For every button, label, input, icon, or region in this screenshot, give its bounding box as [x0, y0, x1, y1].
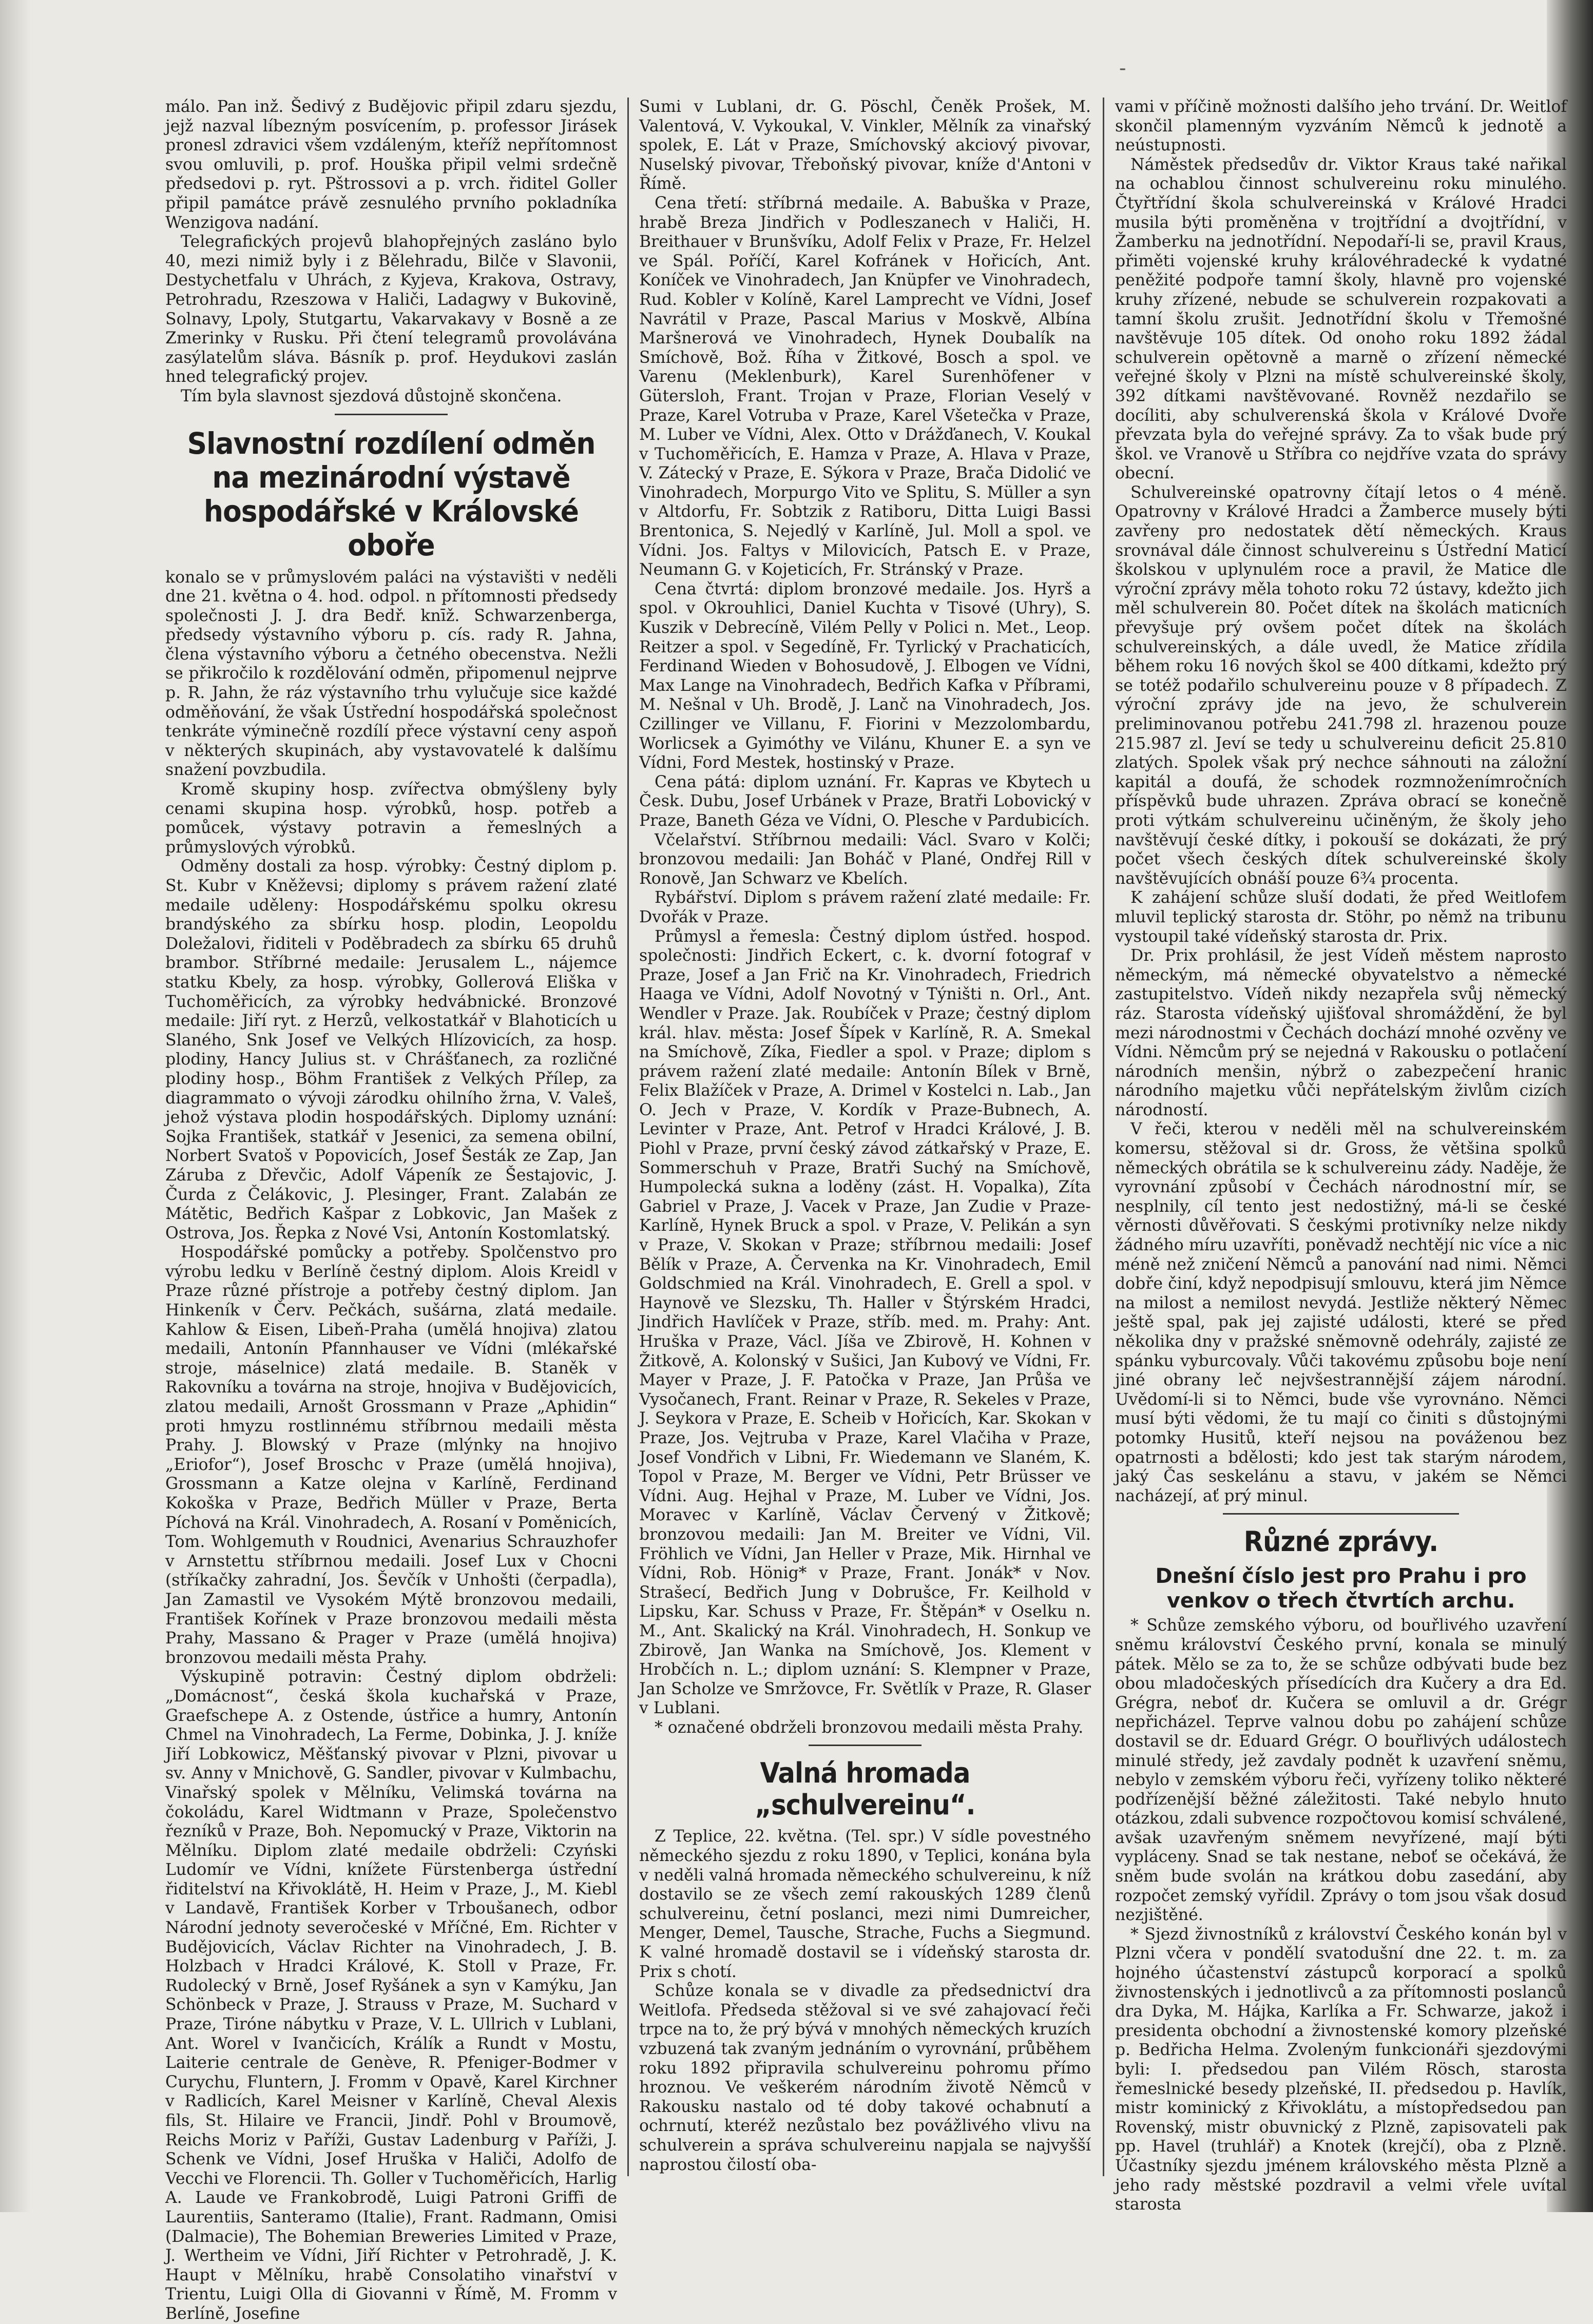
article-headline: Valná hromada „schulvereinu“.: [755, 1757, 975, 1822]
article-paragraph: * Schůze zemského výboru, od bouřlivého uzavření sněmu království Českého první, konala se minulý pátek. Mělo se za to, že se schůze odbývati bude bez obou mladočeských přísedících dra Kučery a dra Ed. Grégra, neboť dr. Kučera se omluvil a dr. Grégr nepřicházel. Teprve valnou dobu po zahájení schůze dostavil se dr. Eduard Grégr. O bouřlivých událostech minulé středy, jež zavdaly podnět k uzavření sněmu, nebylo v zemském výboru řeči, vyřízeny toliko některé podřízenější běžné záležitosti. Také nebylo hnuto otázkou, zdali subvence rozpočtovou komisí schválené, avšak uzavřeným sněmem nevyřízené, mají býti vypláceny. Snad se tak nestane, neboť se očekává, že sněm bude svolán na krátkou dobu zasedání, aby rozpočet zemský vyřídil. Zprávy o tom jsou však dosud nezjištěné.: [1115, 1616, 1567, 1925]
page-number: -: [1119, 56, 1126, 80]
article-paragraph: Kromě skupiny hosp. zvířectva obmýšleny byly cenami skupina hosp. výrobků, hosp. potřeb a pomůcek, výstavy potravin a řemeslných a průmyslových výrobků.: [165, 780, 617, 857]
article-paragraph: Průmysl a řemesla: Čestný diplom ústřed. hospod. společnosti: Jindřich Eckert, c. k. dvorní fotograf v Praze, Josef a Jan Frič na Kr. Vinohradech, Friedrich Haaga ve Vídni, Adolf Novotný v Týništi n. Orl., Ant. Wendler v Praze. Jak. Roubíček v Praze; čestný diplom král. hlav. města: Josef Šípek v Karlíně, R. A. Smekal na Smíchově, Zíka, Fiedler a spol. v Praze; diplom s právem ražení zlaté medaile: Antonín Bílek v Brně, Felix Blažíček v Praze, A. Drimel v Kostelci n. Lab., Jan O. Jech v Praze, V. Kordík v Praze-Bubnech, A. Levinter v Praze, Ant. Petrof v Hradci Králové, J. B. Piohl v Praze, první český závod zátkařský v Praze, E. Sommerschuh v Praze, Bratři Suchý na Smíchově, Humpolecká sukna a loděny (zást. H. Vopalka), Zíta Gabriel v Praze, J. Vacek v Praze, Jan Zudie v Praze-Karlíně, Hynek Bruck a spol. v Praze, V. Pelikán a syn v Praze, V. Skokan v Praze; stříbrnou medaili: Josef Bělík v Praze, A. Červenka na Kr. Vinohradech, Emil Goldschmied na Král. Vinohradech, E. Grell a spol. v Haynově ve Slezsku, Th. Haller v Štýrském Hradci, Jindřich Havlíček v Praze, stříb. med. m. Prahy: Ant. Hruška v Praze, Václ. Jíša ve Zbirově, H. Kohnen v Žitkově, A. Kolonský v Sušici, Jan Kubový ve Vídni, Fr. Mayer v Praze, J. F. Patočka v Praze, Jan Průša ve Vysočanech, Frant. Reinar v Praze, R. Sekeles v Praze, J. Seykora v Praze, E. Scheib v Hořicích, Kar. Skokan v Praze, Jos. Vejtruba v Praze, Karel Vlačiha v Praze, Josef Vondřich v Libni, Fr. Wiedemann ve Slaném, K. Topol v Praze, M. Berger ve Vídni, Petr Brüsser ve Vídni. Aug. Hejhal v Praze, M. Luber ve Vídni, Jos. Moravec v Karlíně, Václav Červený v Žitkově; bronzovou medaili: Jan M. Breiter ve Vídni, Vil. Fröhlich ve Vídni, Jan Heller v Praze, Mik. Hirnhal ve Vídni, Rob. Hönig* v Praze, Frant. Jonák* v Nov. Strašecí, Bedřich Jung v Dobrušce, Fr. Keilhold v Lipsku, Kar. Schuss v Praze, Fr. Štěpán* v Oselku n. M., Ant. Skalický na Král. Vinohradech, H. Sonkup ve Zbirově, Jan Wanka na Smíchově, Jos. Klement v Hrobčích n. L.; diplom uznání: S. Klempner v Praze, Jan Scholze ve Smržovce, Fr. Světlík v Praze, R. Glaser v Lublani.: [639, 927, 1091, 1718]
article-paragraph: Cena čtvrtá: diplom bronzové medaile. Jos. Hyrš a spol. v Okrouhlici, Daniel Kuchta v Tisové (Uhry), S. Kuszik v Debrecíně, Vilém Pelly v Polici n. Met., Leop. Reitzer a spol. v Segedíně, Fr. Tyrlický v Prachaticích, Ferdinand Wieden v Bohosudově, J. Elbogen ve Vídni, Max Lange na Vinohradech, Bedřich Kafka v Příbrami, M. Nešnal v Uh. Brodě, J. Lanč na Vinohradech, Jos. Czillinger ve Villanu, F. Fiorini v Mezzolombardu, Worlicsek a Gyimóthy ve Vilánu, Khuner E. a syn ve Vídni, Ford Mestek, hostinský v Praze.: [639, 579, 1091, 772]
article-paragraph: Rybářství. Diplom s právem ražení zlaté medaile: Fr. Dvořák v Praze.: [639, 888, 1091, 926]
column-rule-right: [1103, 98, 1104, 2176]
article-paragraph: Odměny dostali za hosp. výrobky: Čestný diplom p. St. Kubr v Kněževsi; diplomy s právem ražení zlaté medaile uděleny: Hospodářskému spolku okresu brandýského za sbírku hosp. plodin, Leopoldu Doležalovi, řiditeli v Poděbradech za sbírku 65 druhů brambor. Stříbrné medaile: Jerusalem L., nájemce statku Kbely, za hosp. výrobky, Gollerová Eliška v Tuchoměřicích, za výrobky hedvábnické. Bronzové medaile: Jiří ryt. z Herzů, velkostatkář v Blahoticích u Slaného, Snk Josef ve Velkých Hlízovicích, za hosp. plodiny, Hancy Julius st. v Chrášťanech, za rozličné plodiny hosp., Böhm František z Velkých Přílep, za diagrammato o vývoji zárodku ohilního žrna, V. Valeš, jehož výstava plodin hospodářských. Diplomy uznání: Sojka František, statkář v Jesenici, za semena obilní, Norbert Svatoš v Popovicích, Josef Šesták ze Zap, Jan Záruba z Dřevčic, Adolf Vápeník ze Šestajovic, J. Čurda z Čelákovic, J. Plesinger, Frant. Zalabán ze Mátětic, Bedřich Kašpar z Lobkovic, Jan Mašek z Ostrova, Jos. Řepka z Nové Vsi, Antonín Kostomlatský.: [165, 857, 617, 1243]
article-paragraph: Cena třetí: stříbrná medaile. A. Babuška v Praze, hrabě Breza Jindřich v Podleszanech v Haliči, H. Breithauer v Brunšvíku, Adolf Felix v Praze, Fr. Helzel ve Spál. Poříčí, Karel Kofránek v Hořicích, Ant. Koníček ve Vinohradech, Jan Knüpfer ve Vinohradech, Rud. Kobler v Kolíně, Karel Lamprecht ve Vídni, Josef Navrátil v Praze, Pascal Marius v Moskvě, Albína Maršnerová ve Vinohradech, Hynek Doubalík na Smíchově, Bož. Říha v Žitkové, Bosch a spol. ve Varenu (Meklenburk), Karel Surenhöfener v Gütersloh, Frant. Trojan v Praze, Florian Veselý v Praze, Karel Votruba v Praze, Karel Všetečka v Praze, M. Luber ve Vídni, Alex. Otto v Drážďanech, V. Koukal v Tuchoměřicích, E. Hamza v Praze, A. Hlava v Praze, V. Zátecký v Praze, E. Sýkora v Praze, Brača Didolić ve Vinohradech, Morpurgo Vito ve Splitu, S. Müller a syn v Altdorfu, Fr. Sobtzik z Ratiboru, Ditta Luigi Bassi Brentonica, S. Nejedlý v Karlíně, Jul. Moll a spol. ve Vídni. Jos. Faltys v Milovicích, Patsch E. v Praze, Neumann G. v Kojeticích, Fr. Stránský v Praze.: [639, 193, 1091, 579]
section-divider: [809, 1745, 922, 1746]
article-paragraph: Náměstek předsedův dr. Viktor Kraus také nařikal na ochablou činnost schulvereinu roku minulého. Čtyřtřídní škola schulvereinská v Králové Hradci musila býti proměněna v trojtřídní a dvojtřídní, v Žamberku na jednotřídní. Nepodaří-li se, pravil Kraus, přiměti vojenské kruhy královéhradecké k vydatné peněžité podpoře tamní školy, hlavně pro vojenské kruhy zřízené, nebude se schulverein rozpakovati a tamní školu zrušit. Jednotřídní školu v Třemošné navštěvuje 105 dítek. Od onoho roku 1892 žádal schulverein opětovně a marně o zřízení německé veřejné školy v Plzni na místě schulvereinské školy, 392 dítkami navštěvované. Rovněž nezdařilo se docíliti, aby schulverenská škola v Králové Dvoře převzata byla do veřejné správy. Za to však bude prý škol. ve Vranově u Stříbra co nejdříve vzata do správy obecní.: [1115, 155, 1567, 483]
article-paragraph: Tím byla slavnost sjezdová důstojně skončena.: [181, 386, 562, 405]
article-paragraph: Schůze konala se v divadle za předsednictví dra Weitlofa. Předseda stěžoval si ve své zahajovací řeči trpce na to, že prý bývá v mnohých německých kruzích vzbuzená tak zvaným jednáním o vyrovnání, průběhem roku 1892 připravila schulvereinu pohromu přímo hroznou. Ve veškerém národním životě Němců v Rakousku nastalo od té doby takové ochabnutí a ochrnutí, kteréž nezůstalo bez povážlivého vlivu na schulverein a správa schulvereinu napjala se najvyšší naprostou čilostí oba-: [639, 1982, 1091, 2174]
column-3: [1115, 98, 1567, 2214]
article-paragraph: Z Teplice, 22. května. (Tel. spr.) V sídle povestného německého sjezdu z roku 1890, v Teplici, konána byla v neděli valná hromada německého schulvereinu, k níž dostavilo se ze všech zemí rakouských 1289 členů schulvereinu, četní poslanci, mezi nimi Dumreicher, Menger, Demel, Tausche, Strache, Fuchs a Siegmund. K valné hromadě dostavil se i vídeňský starosta dr. Prix s chotí.: [639, 1827, 1091, 1981]
article-paragraph: Telegrafických projevů blahopřejných zasláno bylo 40, mezi nimiž byly i z Bělehradu, Bilče v Slavonii, Destychetfalu v Uhrách, z Kyjeva, Krakova, Ostravy, Petrohradu, Rzeszowa v Haliči, Ladagwy v Bukovině, Solnavy, Lpoly, Stutgartu, Vakarvakavy v Bosně a ze Zmerinky v Rusku. Při čtení telegramů provolávána zasýlatelům sláva. Básník p. prof. Heydukovi zaslán hned telegrafický projev.: [165, 233, 617, 386]
article-paragraph: Cena pátá: diplom uznání. Fr. Kapras ve Kbytech u Česk. Dubu, Josef Urbánek v Praze, Bratři Lobovický v Praze, Baneth Géza ve Vídni, O. Plesche v Pardubicích.: [639, 772, 1091, 830]
column-rule-left: [627, 98, 629, 2176]
article-paragraph: Výskupině potravin: Čestný diplom obdrželi: „Domácnost“, česká škola kuchařská v Praze, Graefschepe A. z Ostende, ústřice a humry, Antonín Chmel na Vinohradech, La Ferme, Dobinka, J. J. kníže Jiří Lobkowicz, Měšťanský pivovar v Plzni, pivovar u sv. Anny v Mnichově, G. Sandler, pivovar v Kulmbachu, Vinařský spolek v Mělníku, Velimská továrna na čokoládu, Karel Widtmann v Praze, Společenstvo řezníků v Praze, Boh. Nepomucký v Praze, Viktorin na Mělníku. Diplom zlaté medaile obdrželi: Czyński Ludomír ve Vídni, knížete Fürstenberga ústřední řiditelství na Křivoklátě, H. Heim v Praze, J., M. Kiebl v Landavě, František Korber v Trboušanech, odbor Národní jednoty severočeské v Mříčné, Em. Richter v Budějovicích, Václav Richter na Vinohradech, J. B. Holzbach v Hradci Králové, K. Stoll v Praze, Fr. Rudolecký v Brně, Josef Ryšánek a syn v Kamýku, Jan Schönbeck v Praze, J. Strauss v Praze, M. Suchard v Praze, Tiróne nábytku v Praze, V. L. Ullrich v Lublani, Ant. Worel v Ivančicích, Králík a Rundt v Mostu, Laiterie centrale de Genève, R. Pfeniger-Bodmer v Curychu, Fluntern, J. Fromm v Opavě, Karel Kirchner v Radlicích, Karel Meisner v Karlíně, Cheval Alexis fils, St. Hilaire ve Francii, Jindř. Pohl v Broumově, Reichs Moriz v Paříži, Gustav Ladenburg v Paříži, J. Schenk ve Vídni, Josef Hruška v Haliči, Adolfo de Vecchi ve Florencii. Th. Goller v Tuchoměřicích, Harlig A. Laude ve Frankobrodě, Luigi Patroni Griffi de Laurentiis, Santeramo (Italie), Frant. Radmann, Omisi (Dalmacie), The Bohemian Breweries Limited v Praze, J. Wertheim ve Vídni, Jiří Richter v Petrohradě, J. K. Haupt v Mělníku, hrabě Consolatiho vinařství v Trientu, Luigi Olla di Giovanni v Římě, M. Fromm v Berlíně, Josefine: [165, 1668, 617, 2323]
article-paragraph: Schulvereinské opatrovny čítají letos o 4 méně. Opatrovny v Králové Hradci a Žamberce musely býti zavřeny pro nedostatek dětí německých. Kraus srovnával dále činnost schulvereinu s Ústřední Maticí školskou v uplynulém roce a pravil, že Matice dle výroční zprávy měla tohoto roku 72 ústavy, kdežto jich měl schulverein 80. Počet dítek na školách maticních převyšuje prý ovšem počet dítek na školách schulvereinských, a dále uvedl, že Matice zřídila během roku 16 nových škol se 400 dítkami, kdežto prý se totéž podařilo schulvereinu pouze v 8 případech. Z výroční zprávy jde na jevo, že schulverein preliminovanou potřebu 241.798 zl. hrazenou pouze 215.987 zl. Jeví se tedy u schulvereinu deficit 25.810 zlatých. Spolek však prý nechce sáhnouti na záložní kapitál a doufá, že schodek rozmnoženímročních příspěvků bude uhrazen. Zpráva obrací se konečně proti výtkám schulvereinu učiněným, že školy jeho navštěvují české dítky, i pokouší se dokázati, že prý počet všech českých dítek schulvereinské školy navštěvujících obnáší pouze 6¾ procenta.: [1115, 483, 1567, 888]
column-1: [165, 98, 617, 2323]
article-footnote: * označené obdrželi bronzovou medaili města Prahy.: [655, 1718, 1084, 1737]
section-headline: Různé zprávy.: [1243, 1525, 1438, 1558]
article-paragraph: * Sjezd živnostníků z království Českého konán byl v Plzni včera v pondělí svatodušní dne 22. t. m. za hojného účastenství zástupců korporací a spolků živnostenských i jednotlivců a za přítomnosti poslanců dra Dyka, M. Hájka, Karlíka a Fr. Schwarze, jakož i presidenta obchodní a živnostenské komory plzeňské p. Bedřicha Helma. Zvoleným funkcionáři sjezdovými byli: I. předsedou pan Vilém Rösch, starosta řemeslnické besedy plzeňské, II. předsedou p. Havlík, mistr kominický z Křivoklátu, a místopředsedou pan Rovenský, mistr obuvnický z Plzně, zapisovateli pak pp. Havel (truhlář) a Knotek (krejčí), oba z Plzně. Účastníky sjezdu jménem královského města Plzně a jeho rady městské pozdravil a velmi vřele uvítal starosta: [1115, 1925, 1567, 2214]
article-paragraph: málo. Pan inž. Šedivý z Budějovic připil zdaru sjezdu, jejž nazval líbezným posvícením, p. professor Jirásek pronesl zdravici všem vzdáleným, kteříž nepřítomnost svou omluvili, p. prof. Houška připil velmi srdečně předsedovi p. ryt. Pštrossovi a p. vrch. řiditel Goller připil památce právě zesnulého prvního pokladníka Wenzigova nadání.: [165, 98, 617, 232]
article-paragraph: K zahájení schůze sluší dodati, že před Weitlofem mluvil teplický starosta dr. Stöhr, po němž na tribunu vystoupil také vídeňský starosta dr. Prix.: [1115, 888, 1567, 946]
article-headline: Slavnostní rozdílení odměn na mezinárodní výstavě hospodářské v Královské oboře: [187, 425, 596, 563]
article-paragraph: konalo se v průmyslovém paláci na výstavišti v neděli dne 21. května o 4. hod. odpol. n přítomnosti předsedy společnosti J. J. dra Bedř. knīž. Schwarzenberga, předsedy výstavního výboru p. cís. rady R. Jahna, člena výstavního výboru a četného obecenstva. Nežli se přikročilo k rozdělování odměn, připomenul nejprve p. R. Jahn, že ráz výstavního trhu vylučuje sice každé odměňování, že však Ústřední hospodářská společnost tenkráte výminečně rozdílí přece výstavní ceny aspoň v některých skupinách, aby vystavovatelé k dalšímu snažení povzbudila.: [165, 568, 617, 780]
section-divider: [335, 414, 448, 415]
article-paragraph: Včelařství. Stříbrnou medaili: Václ. Svaro v Kolči; bronzovou medaili: Jan Boháč v Plané, Ondřej Rill v Ronově, Jan Schwarz ve Kbelích.: [639, 830, 1091, 888]
article-paragraph: V řeči, kterou v neděli měl na schulvereinském komersu, stěžoval si dr. Gross, že většina spolků německých obrátila se k schulvereinu zády. Naděje, že vyrovnání způsobí v Čechách národnostní mír, se nesplnily, cíl tento jest nedostižný, má-li se české věrnosti důvěřovati. S českými protivníky nelze nikdy žádného míru uzavříti, poněvadž nechtějí nic více a nic méně než zničení Němců a panování nad nimi. Němci dobře činí, když nepodpisují smlouvu, která jim Němce na milost a nemilost nevydá. Jestliže některý Němec ještě spal, pak jej zajisté události, které se před několika dny v pražské sněmovně odehrály, zajisté ze spánku vyburcovaly. Vůči takovému způsobu boje není jiné obrany leč nejvšestrannější zájem národní. Uvědomí-li si to Němci, bude vše vyrovnáno. Němci musí býti vědomi, že tu mají co činiti s důstojnými potomky Husitů, kteří nejsou na pováženou bez opatrnosti a bdělosti; kdo jest tak starým národem, jaký Čas seskelánu a stavu, v jakém se Němci nacházejí, ať prý minul.: [1115, 1120, 1567, 1505]
article-paragraph: Hospodářské pomůcky a potřeby. Spolčenstvo pro výrobu ledku v Berlíně čestný diplom. Alois Kreidl v Praze různé přístroje a potřeby čestný diplom. Jan Hinkeník v Červ. Pečkách, sušárna, zlatá medaile. Kahlow & Eisen, Libeň-Praha (umělá hnojiva) zlatou medaili, Antonín Pfannhauser ve Vídni (mlékařské stroje, máselnice) zlatá medaile. B. Staněk v Rakovníku a továrna na stroje, hnojiva v Budějovicích, zlatou medaili, Arnošt Grossmann v Praze „Aphidin“ proti hmyzu rostlinnému stříbrnou medaili města Prahy. J. Blowský v Praze (mlýnky na hnojivo „Eriofor“), Josef Broschc v Praze (umělá hnojiva), Grossmann a Katze olejna v Karlíně, Ferdinand Kokoška v Praze, Bedřich Müller v Praze, Berta Píchová na Král. Vinohradech, A. Rosaní v Poměnicích, Tom. Wohlgemuth v Roudnici, Avenarius Schrauzhofer v Arnstettu stříbrnou medaili. Josef Lux v Chocni (stříkačky zahradní, Jos. Ševčík v Unhošti (čerpadla), Jan Zamastil ve Vysokém Mýtě bronzovou medaili, František Kořínek v Praze bronzovou medaili města Prahy, Massano & Prager v Praze (umělá hnojiva) bronzovou medaili města Prahy.: [165, 1243, 617, 1667]
section-divider: [1223, 1513, 1459, 1515]
article-paragraph: Sumi v Lublani, dr. G. Pöschl, Čeněk Prošek, M. Valentová, V. Vykoukal, V. Vinkler, Mělník za vinařský spolek, E. Lát v Praze, Smíchovský akciový pivovar, Nuselský pivovar, Třeboňský pivovar, kníže d'Antoni v Římě.: [639, 98, 1091, 193]
page-edge-left: [0, 0, 31, 2212]
article-paragraph: vami v příčině možnosti dalšího jeho trvání. Dr. Weitlof skončil plamenným vyzváním Němců k jednotě a neústupnosti.: [1115, 98, 1567, 155]
section-subheadline: Dnešní číslo jest pro Prahu i pro venkov o třech čtvrtích archu.: [1155, 1564, 1527, 1613]
column-2: [639, 98, 1091, 2181]
article-paragraph: Dr. Prix prohlásil, že jest Vídeň městem naprosto německým, má německé obyvatelstvo a německé zastupitelstvo. Vídeň nikdy nezapřela svůj německý ráz. Starosta vídeňský ujišťoval shromáždění, že byl mezi národnostmi v Čechách dochází mnohé ozvěny ve Vídni. Němcům prý se nejedná v Rakousku o potlačení národních menšin, nýbrž o zabezpečení hranic národního majetku vůči nepřátelským živlům cizích národností.: [1115, 946, 1567, 1119]
